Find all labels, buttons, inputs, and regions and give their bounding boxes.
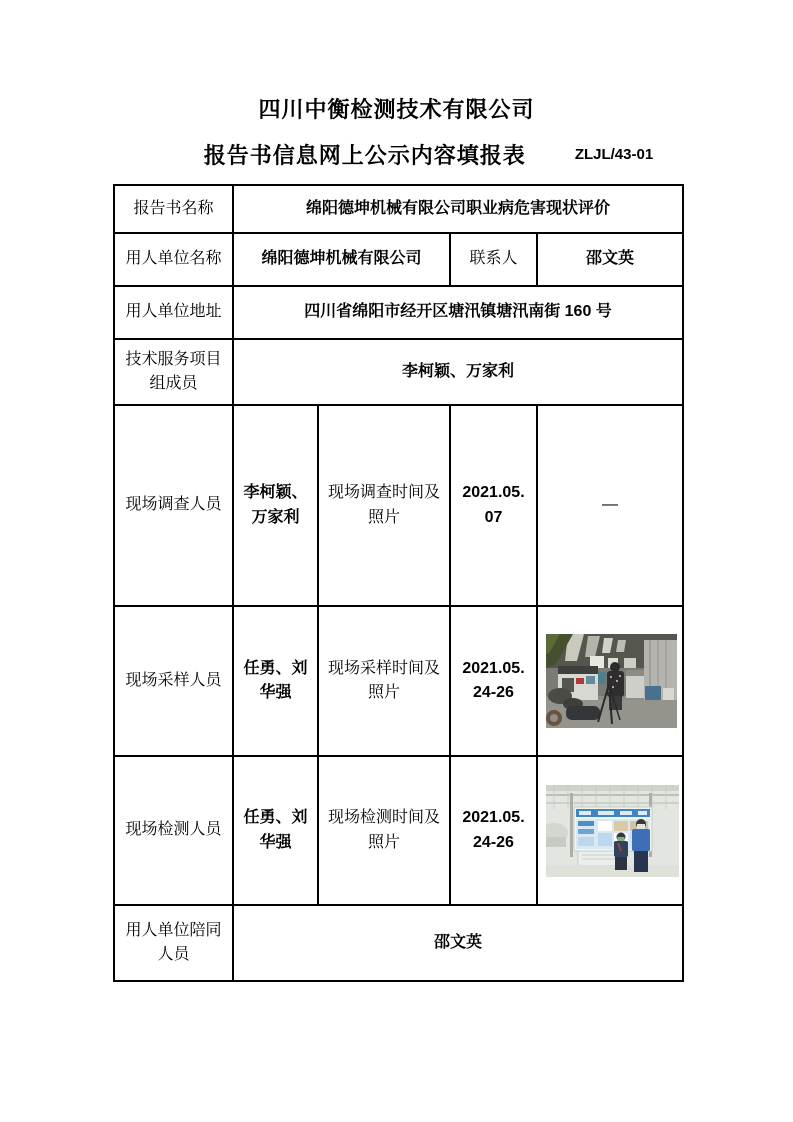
employer-name-label: 用人单位名称 (114, 233, 233, 286)
survey-date: 2021.05.07 (450, 405, 537, 606)
contact-label: 联系人 (450, 233, 537, 286)
detection-time-label: 现场检测时间及照片 (318, 756, 450, 905)
sampling-photo-cell (537, 606, 683, 756)
project-team-label: 技术服务项目组成员 (114, 339, 233, 405)
survey-label: 现场调查人员 (114, 405, 233, 606)
accompany-value: 邵文英 (233, 905, 683, 981)
detection-date: 2021.05.24-26 (450, 756, 537, 905)
sampling-date: 2021.05.24-26 (450, 606, 537, 756)
doc-code: ZLJL/43-01 (574, 146, 654, 164)
survey-staff: 李柯颖、万家利 (233, 405, 318, 606)
employer-address-label: 用人单位地址 (114, 286, 233, 339)
employer-name-value: 绵阳德坤机械有限公司 (233, 233, 450, 286)
detection-photo-cell (537, 756, 683, 905)
contact-value: 邵文英 (537, 233, 683, 286)
report-name-label: 报告书名称 (114, 185, 233, 233)
survey-photo-placeholder: — (537, 405, 683, 606)
survey-time-label: 现场调查时间及照片 (318, 405, 450, 606)
sampling-time-label: 现场采样时间及照片 (318, 606, 450, 756)
table-row-detection (114, 756, 683, 905)
table-row-survey (114, 405, 683, 606)
table-row-report-name (114, 185, 683, 233)
subtitle-row (0, 139, 793, 170)
table-row-project-team (114, 339, 683, 405)
employer-address-value: 四川省绵阳市经开区塘汛镇塘汛南街 160 号 (233, 286, 683, 339)
company-title: 四川中衡检测技术有限公司 (258, 97, 535, 122)
table-row-employer-address (114, 286, 683, 339)
detection-staff: 任勇、刘华强 (233, 756, 318, 905)
sampling-label: 现场采样人员 (114, 606, 233, 756)
table-row-employer-name (114, 233, 683, 286)
form-title: 报告书信息网上公示内容填报表 (203, 143, 526, 169)
detection-photo (546, 785, 679, 877)
report-info-table (113, 184, 684, 982)
sampling-staff: 任勇、刘华强 (233, 606, 318, 756)
sampling-photo (546, 634, 677, 728)
accompany-label: 用人单位陪同人员 (114, 905, 233, 981)
project-team-value: 李柯颖、万家利 (233, 339, 683, 405)
table-row-accompany (114, 905, 683, 981)
detection-label: 现场检测人员 (114, 756, 233, 905)
table-row-sampling (114, 606, 683, 756)
report-name-value: 绵阳德坤机械有限公司职业病危害现状评价 (233, 185, 683, 233)
